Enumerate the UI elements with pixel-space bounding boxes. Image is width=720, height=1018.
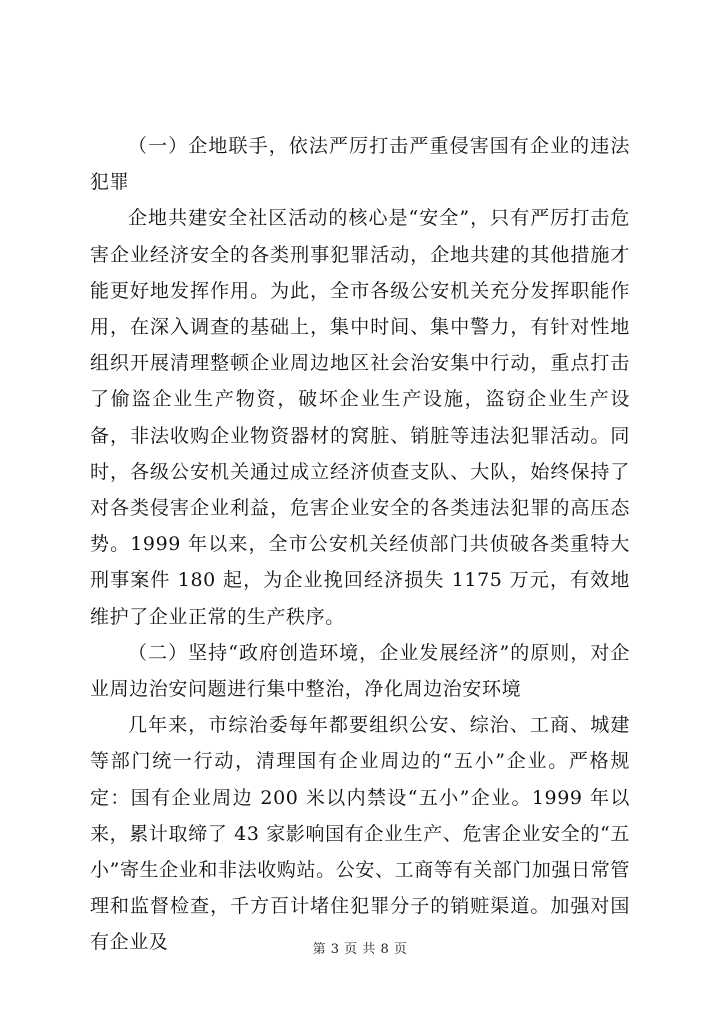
body-paragraph-2: 几年来，市综治委每年都要组织公安、综治、工商、城建等部门统一行动，清理国有企业周边的“五小”企业。严格规定：国有企业周边 200 米以内禁设“五小”企业。1999 年以来，累计取缔了 43 家影响国有企业生产、危害企业安全的“五小”寄生企业和非法收购站。公安、工商等有关部门加强日常管理和监督检查，千方百计堵住犯罪分子的销赃渠道。加强对国有企业及 [90,714,630,954]
section-heading-2: （二）坚持“政府创造环境，企业发展经济”的原则，对企业周边治安问题进行集中整治，净化周边治安环境 [90,641,630,701]
section-heading-1: （一）企地联手，依法严厉打击严重侵害国有企业的违法犯罪 [90,135,630,194]
page-number-footer: 第 3 页 共 8 页 [312,942,408,957]
document-body [90,128,630,961]
body-paragraph-1: 企地共建安全社区活动的核心是“安全”，只有严厉打击危害企业经济安全的各类刑事犯罪活动，企地共建的其他措施才能更好地发挥作用。为此，全市各级公安机关充分发挥职能作用，在深入调查的基础上，集中时间、集中警力，有针对性地组织开展清理整顿企业周边地区社会治安集中行动，重点打击了偷盗企业生产物资，破坏企业生产设施，盗窃企业生产设备，非法收购企业物资器材的窝脏、销脏等违法犯罪活动。同时，各级公安机关通过成立经济侦查支队、大队，始终保持了对各类侵害企业利益，危害企业安全的各类违法犯罪的高压态势。1999 年以来，全市公安机关经侦部门共侦破各类重特大刑事案件 180 起，为企业挽回经济损失 1175 万元，有效地维护了企业正常的生产秩序。 [90,207,630,628]
